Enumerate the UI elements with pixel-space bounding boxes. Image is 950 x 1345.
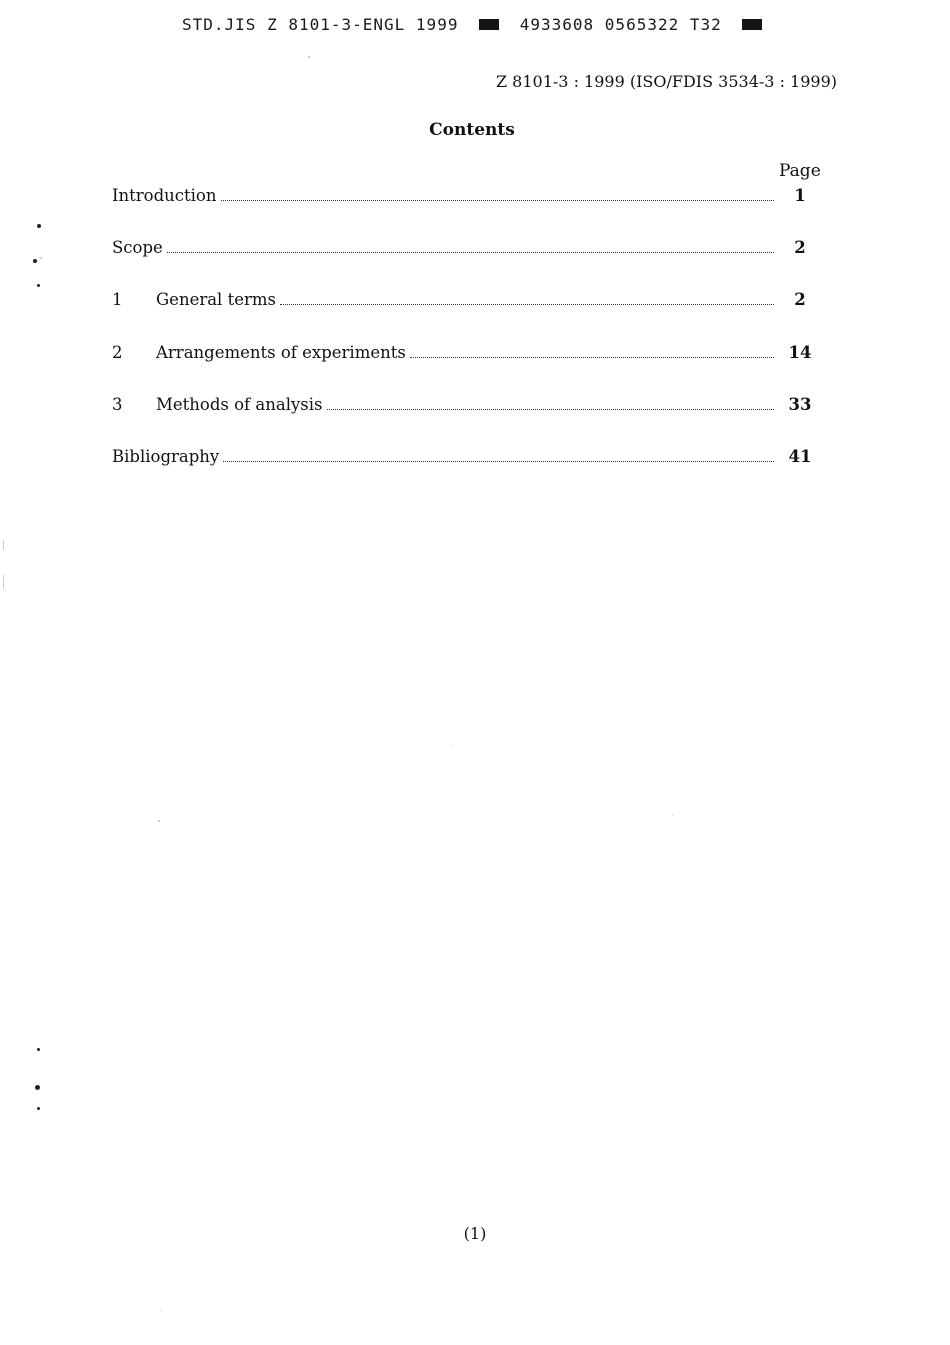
scan-speck bbox=[672, 815, 673, 816]
scan-edge-mark bbox=[3, 575, 4, 589]
scan-speck bbox=[40, 257, 42, 259]
toc-entry-general-terms[interactable] bbox=[112, 290, 822, 342]
toc-entry-title: Introduction bbox=[112, 186, 217, 205]
dot-leader bbox=[167, 251, 774, 253]
dot-leader bbox=[410, 356, 774, 358]
scan-speck bbox=[35, 1085, 40, 1090]
toc-entry-page: 1 bbox=[794, 186, 806, 205]
toc-entry-page: 2 bbox=[794, 290, 806, 310]
scan-header-middle: 4933608 0565322 T32 bbox=[519, 15, 722, 34]
scan-header bbox=[182, 14, 802, 40]
toc-entry-bibliography[interactable] bbox=[112, 447, 822, 499]
toc-entry-page: 41 bbox=[788, 446, 812, 466]
toc-entry-title: Bibliography bbox=[112, 446, 220, 466]
toc-entry-number: 2 bbox=[112, 342, 123, 362]
toc-entry-number: 1 bbox=[112, 290, 123, 310]
toc-entry-number: 3 bbox=[112, 394, 123, 414]
toc-entry-title: Arrangements of experiments bbox=[156, 342, 406, 362]
toc-entry-introduction[interactable] bbox=[112, 186, 822, 238]
dot-leader bbox=[223, 460, 774, 462]
toc-entry-methods-of-analysis[interactable] bbox=[112, 395, 822, 447]
page-number: (1) bbox=[463, 1224, 487, 1243]
scan-speck bbox=[451, 745, 452, 746]
barcode-block-right bbox=[742, 19, 762, 30]
contents-heading: Contents bbox=[429, 120, 515, 140]
table-of-contents bbox=[112, 186, 822, 499]
barcode-block-left bbox=[479, 19, 499, 30]
dot-leader bbox=[280, 303, 774, 305]
toc-entry-page: 33 bbox=[788, 394, 812, 414]
toc-entry-title: General terms bbox=[156, 290, 276, 310]
scan-speck bbox=[160, 1310, 161, 1311]
toc-entry-title: Scope bbox=[112, 238, 163, 258]
toc-entry-page: 2 bbox=[794, 238, 806, 258]
scan-speck bbox=[308, 56, 310, 58]
dot-leader bbox=[327, 408, 774, 410]
scan-speck bbox=[37, 1048, 40, 1051]
dot-leader bbox=[221, 199, 775, 201]
toc-entry-page: 14 bbox=[788, 342, 812, 362]
scan-speck bbox=[33, 259, 37, 263]
scan-speck bbox=[37, 224, 41, 228]
toc-entry-arrangements-of-experiments[interactable] bbox=[112, 343, 822, 395]
scan-header-left: STD.JIS Z 8101-3-ENGL 1999 bbox=[182, 15, 459, 34]
scan-speck bbox=[37, 284, 40, 287]
document-reference: Z 8101-3 : 1999 (ISO/FDIS 3534-3 : 1999) bbox=[495, 72, 837, 91]
scan-edge-mark bbox=[3, 540, 4, 550]
toc-entry-title: Methods of analysis bbox=[156, 394, 323, 414]
toc-entry-scope[interactable] bbox=[112, 238, 822, 290]
page-column-label: Page bbox=[779, 161, 821, 181]
scan-speck bbox=[37, 1107, 40, 1110]
scan-speck bbox=[158, 820, 160, 822]
